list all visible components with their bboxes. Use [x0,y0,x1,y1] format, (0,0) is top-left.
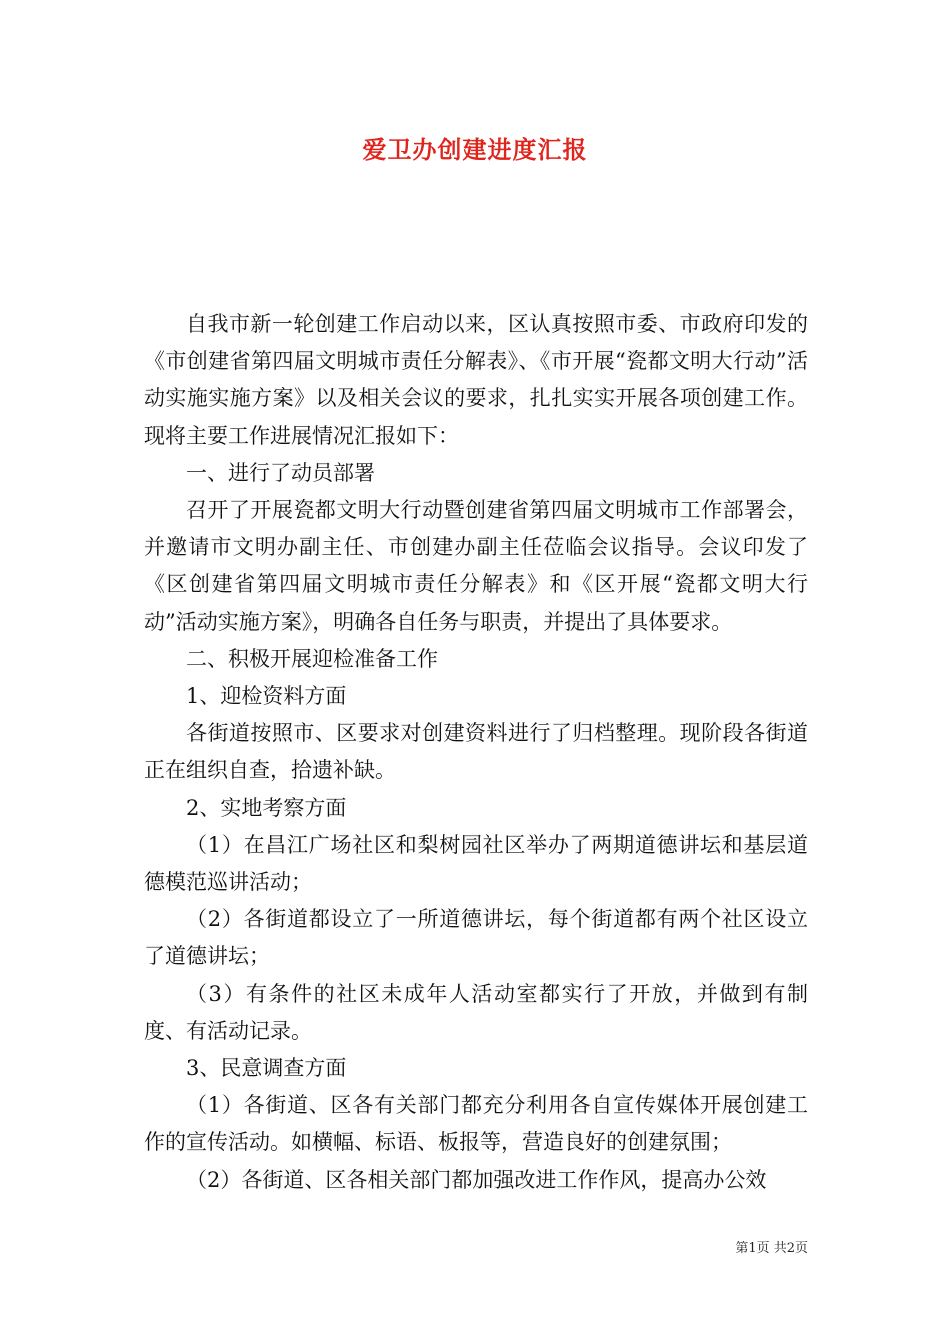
document-body [144,306,808,1199]
paragraph-mobilization: 召开了开展瓷都文明大行动暨创建省第四届文明城市工作部署会，并邀请市文明办副主任、市创建办副主任莅临会议指导。会议印发了《区创建省第四届文明城市责任分解表》和《区开展“瓷都文明大行动”活动实施方案》，明确各自任务与职责，并提出了具体要求。 [144,498,808,634]
document-title: 爱卫办创建进度汇报 [362,135,588,164]
section-heading-2: 二、积极开展迎检准备工作 [186,646,438,671]
list-item: （2）各街道、区各相关部门都加强改进工作作风，提高办公效 [186,1167,767,1192]
paragraph-intro: 自我市新一轮创建工作启动以来，区认真按照市委、市政府印发的《市创建省第四届文明城市责任分解表》、《市开展“瓷都文明大行动”活动实施实施方案》以及相关会议的要求，扎扎实实开展各项创建工作。现将主要工作进展情况汇报如下： [144,312,808,448]
subsection-heading-1: 1、迎检资料方面 [186,684,347,709]
list-item: （2）各街道都设立了一所道德讲坛，每个街道都有两个社区设立了道德讲坛； [144,907,808,969]
subsection-heading-3: 3、民意调查方面 [186,1056,347,1081]
list-item: （1）在昌江广场社区和梨树园社区举办了两期道德讲坛和基层道德模范巡讲活动； [144,832,808,895]
list-item: （3）有条件的社区未成年人活动室都实行了开放，并做到有制度、有活动记录。 [144,981,808,1043]
subsection-heading-2: 2、实地考察方面 [186,795,347,820]
section-heading-1: 一、进行了动员部署 [186,460,375,485]
paragraph-materials: 各街道按照市、区要求对创建资料进行了归档整理。现阶段各街道正在组织自查，拾遗补缺。 [144,721,808,783]
page-number: 第1页 共2页 [735,1241,808,1256]
list-item: （1）各街道、区各有关部门都充分利用各自宣传媒体开展创建工作的宣传活动。如横幅、标语、板报等，营造良好的创建氛围； [144,1093,808,1155]
